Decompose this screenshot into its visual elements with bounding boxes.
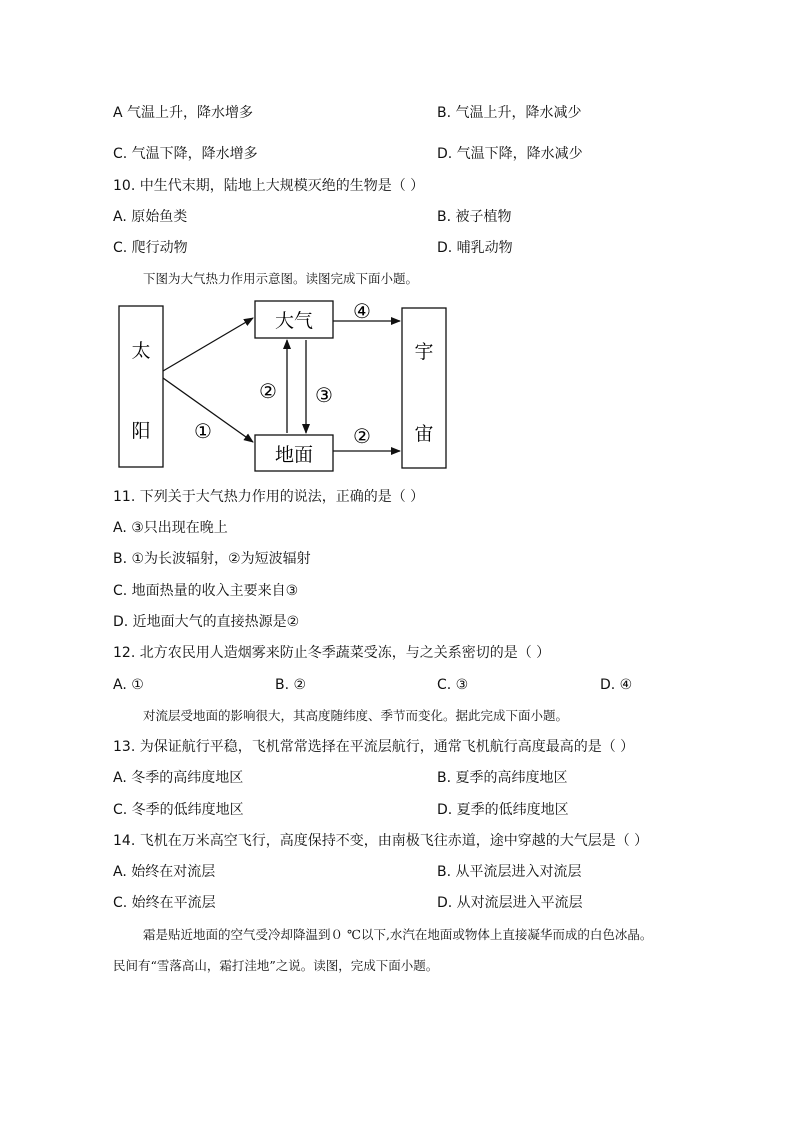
q11-option-b: B. ①为长波辐射，②为短波辐射 (113, 551, 311, 567)
q10-option-a: A. 原始鱼类 (113, 209, 188, 225)
q11-option-d: D. 近地面大气的直接热源是② (113, 614, 300, 630)
arrow-sun-to-atmosphere (163, 318, 253, 371)
atmosphere-label: 大气 (274, 310, 314, 332)
sun-box (119, 306, 163, 467)
q14-option-d: D. 从对流层进入平流层 (437, 895, 583, 911)
q13-option-b: B. 夏季的高纬度地区 (437, 770, 568, 786)
option-a: A 气温上升，降水增多 (113, 105, 254, 121)
question-14-stem: 14. 飞机在万米高空飞行，高度保持不变，由南极飞往赤道，途中穿越的大气层是（ ） (113, 833, 649, 849)
q14-option-c: C. 始终在平流层 (113, 895, 216, 911)
q10-option-d: D. 哺乳动物 (437, 240, 513, 256)
q12-option-c: C. ③ (437, 677, 469, 693)
label-circled-1: ① (194, 419, 212, 443)
option-c: C. 气温下降，降水增多 (113, 146, 258, 162)
q12-option-a: A. ① (113, 677, 144, 693)
troposphere-intro: 对流层受地面的影响很大，其高度随纬度、季节而变化。据此完成下面小题。 (143, 708, 569, 723)
q14-option-a: A. 始终在对流层 (113, 864, 216, 880)
universe-label-2: 宙 (414, 423, 434, 445)
q10-option-c: C. 爬行动物 (113, 240, 188, 256)
q10-option-b: B. 被子植物 (437, 209, 512, 225)
question-13-stem: 13. 为保证航行平稳，飞机常常选择在平流层航行，通常飞机航行高度最高的是（ ） (113, 739, 635, 755)
option-b: B. 气温上升，降水减少 (437, 105, 582, 121)
label-circled-2-right: ② (353, 424, 371, 448)
label-circled-3: ③ (315, 383, 333, 407)
universe-label-1: 宇 (414, 341, 434, 363)
q13-option-c: C. 冬季的低纬度地区 (113, 802, 244, 818)
q13-option-d: D. 夏季的低纬度地区 (437, 802, 569, 818)
q12-option-b: B. ② (275, 677, 307, 693)
question-12-stem: 12. 北方农民用人造烟雾来防止冬季蔬菜受冻，与之关系密切的是（ ） (113, 645, 551, 661)
label-circled-4: ④ (353, 299, 371, 323)
option-d: D. 气温下降，降水减少 (437, 146, 583, 162)
q11-option-c: C. 地面热量的收入主要来自③ (113, 583, 299, 599)
question-10-stem: 10. 中生代末期，陆地上大规模灭绝的生物是（ ） (113, 178, 425, 194)
question-11-stem: 11. 下列关于大气热力作用的说法，正确的是（ ） (113, 489, 425, 505)
diagram-intro: 下图为大气热力作用示意图。读图完成下面小题。 (143, 271, 419, 286)
atmosphere-heating-diagram (0, 0, 794, 480)
sun-label-1: 太 (131, 340, 151, 362)
frost-intro-line-2: 民间有“雪落高山，霜打洼地”之说。读图，完成下面小题。 (113, 958, 439, 973)
q12-option-d: D. ④ (600, 677, 633, 693)
label-circled-2-left: ② (259, 379, 277, 403)
sun-label-2: 阳 (131, 420, 151, 442)
q14-option-b: B. 从平流层进入对流层 (437, 864, 582, 880)
q13-option-a: A. 冬季的高纬度地区 (113, 770, 244, 786)
frost-intro-line-1: 霜是贴近地面的空气受冷却降温到０ ℃以下,水汽在地面或物体上直接凝华而成的白色冰晶。 (143, 927, 653, 942)
ground-label: 地面 (274, 444, 314, 466)
q11-option-a: A. ③只出现在晚上 (113, 520, 228, 536)
